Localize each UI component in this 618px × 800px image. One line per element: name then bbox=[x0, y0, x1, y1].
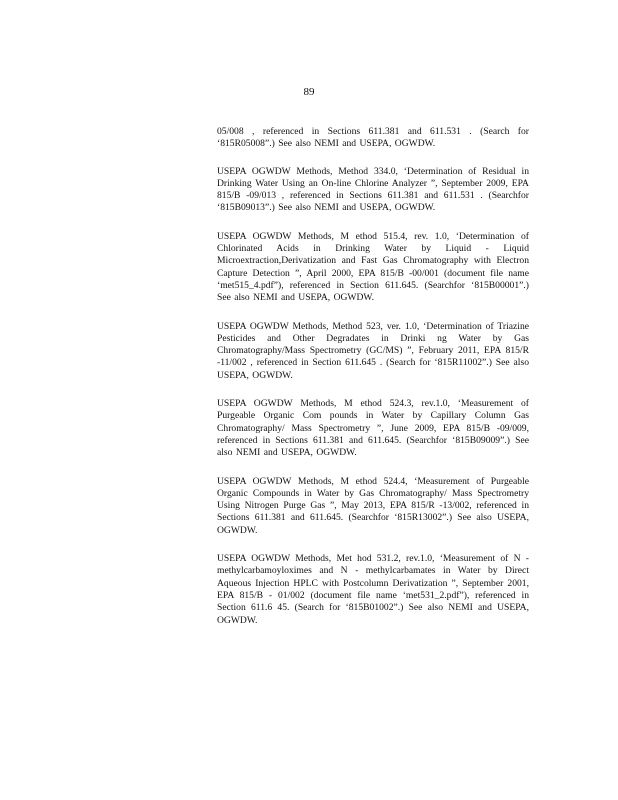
reference-list bbox=[217, 126, 529, 643]
reference-entry: USEPA OGWDW Methods, M ethod 515.4, rev. 1.0, ‘Determination of Chlorinated Acids in Drinking Water by Liquid - Liquid Microextraction,Derivatization and Fast Gas Chromatography with Electron Capture Detection ”, April 2000, EPA 815/B -00/001 (document file name ‘met515_4.pdf”), referenced in Section 611.645. (Searchfor ‘815B00001”.) See also NEMI and USEPA, OGWDW. bbox=[217, 230, 529, 304]
reference-entry: USEPA OGWDW Methods, Met hod 531.2, rev.1.0, ‘Measurement of N -methylcarbamoyloximes and N - methylcarbamates in Water by Direct Aqueous Injection HPLC with Postcolumn Derivatization ”, September 2001, EPA 815/B - 01/002 (document file name ‘met531_2.pdf”), referenced in Section 611.6 45. (Search for ‘815B01002”.) See also NEMI and USEPA, OGWDW. bbox=[217, 553, 529, 626]
reference-entry: USEPA OGWDW Methods, Method 523, ver. 1.0, ‘Determination of Triazine Pesticides and Other Degradates in Drinki ng Water by Gas Chromatography/Mass Spectrometry (GC/MS) ”, February 2011, EPA 815/R -11/002 , referenced in Section 611.645 . (Search for ‘815R11002”.) See also USEPA, OGWDW. bbox=[217, 320, 529, 381]
reference-entry: USEPA OGWDW Methods, M ethod 524.4, ‘Measurement of Purgeable Organic Compounds in Water by Gas Chromatography/ Mass Spectrometry Using Nitrogen Purge Gas ”, May 2013, EPA 815/R -13/002, referenced in Sections 611.381 and 611.645. (Searchfor ‘815R13002”.) See also USEPA, OGWDW. bbox=[217, 475, 529, 536]
reference-entry: USEPA OGWDW Methods, Method 334.0, ‘Determination of Residual in Drinking Water Using an On-line Chlorine Analyzer ”, September 2009, EPA 815/B -09/013 , referenced in Sections 611.381 and 611.531 . (Searchfor ‘815B09013”.) See also NEMI and USEPA, OGWDW. bbox=[217, 165, 529, 214]
reference-entry: 05/008 , referenced in Sections 611.381 and 611.531 . (Search for ‘815R05008”.) See also NEMI and USEPA, OGWDW. bbox=[217, 126, 529, 150]
reference-entry: USEPA OGWDW Methods, M ethod 524.3, rev.1.0, ‘Measurement of Purgeable Organic Com pounds in Water by Capillary Column Gas Chromatography/ Mass Spectrometry ”, June 2009, EPA 815/B -09/009, referenced in Sections 611.381 and 611.645. (Searchfor ‘815B09009”.) See also NEMI and USEPA, OGWDW. bbox=[217, 398, 529, 459]
page-number: 89 bbox=[303, 86, 315, 98]
